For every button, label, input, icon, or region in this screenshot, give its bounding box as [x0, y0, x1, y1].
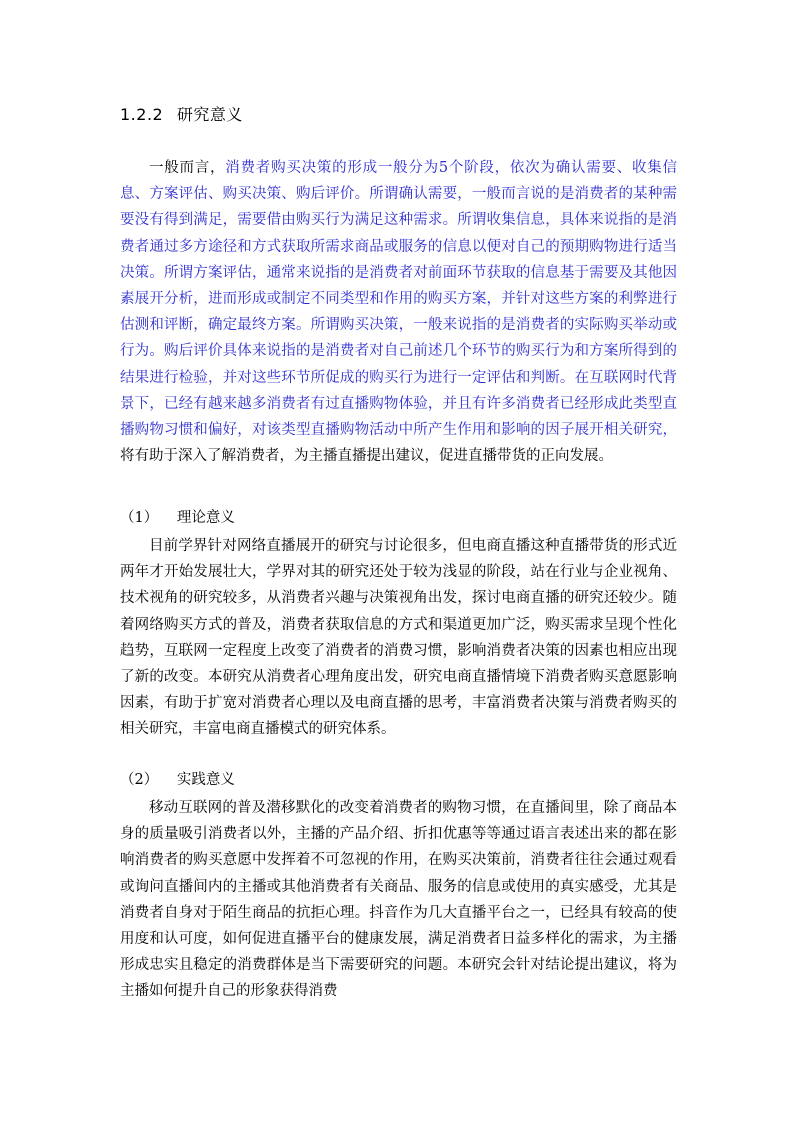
intro-lead: 一般而言，	[149, 160, 226, 176]
practice-subheading	[120, 769, 235, 791]
section-title: 研究意义	[176, 105, 243, 124]
intro-highlighted-text: 消费者购买决策的形成一般分为5个阶段，依次为确认需要、收集信息、方案评估、购买决策、购后评价。所谓确认需要，一般而言说的是消费者的某种需要没有得到满足，需要借由购买行为满足这种需求。所谓收集信息，具体来说指的是消费者通过多方途径和方式获取所需求商品或服务的信息以便对自己的预期购物进行适当决策。所谓方案评估，通常来说指的是消费者对前面环节获取的信息基于需要及其他因素展开分析，进而形成或制定不同类型和作用的购买方案，并针对这些方案的利弊进行估测和评断，确定最终方案。所谓购买决策，一般来说指的是消费者的实际购买举动或行为。购后评价具体来说指的是消费者对自己前述几个环节的购买行为和方案所得到的结果进行检验，并对这些环节所促成的购买行为进行一定评估和判断。在互联网时代背景下，已经有越来越多消费者有过直播购物体验，并且有许多消费者已经形成此类型直播购物习惯和偏好，对该类型直播购物活动中所产生作用和影响的因子展开相关研究，	[120, 160, 677, 439]
practice-paragraph: 移动互联网的普及潜移默化的改变着消费者的购物习惯，在直播间里，除了商品本身的质量吸引消费者以外，主播的产品介绍、折扣优惠等等通过语言表述出来的都在影响消费者的购买意愿中发挥着不可忽视的作用，在购买决策前，消费者往往会通过观看或询问直播间内的主播或其他消费者有关商品、服务的信息或使用的真实感受，尤其是消费者自身对于陌生商品的抗拒心理。抖音作为几大直播平台之一，已经具有较高的使用度和认可度，如何促进直播平台的健康发展，满足消费者日益多样化的需求，为主播形成忠实且稳定的消费群体是当下需要研究的问题。本研究会针对结论提出建议，将为主播如何提升自己的形象获得消费	[120, 800, 677, 1000]
theory-paragraph: 目前学界针对网络直播展开的研究与讨论很多，但电商直播这种直播带货的形式近两年才开始发展壮大，学界对其的研究还处于较为浅显的阶段，站在行业与企业视角、技术视角的研究较多，从消费者兴趣与决策视角出发，探讨电商直播的研究还较少。随着网络购买方式的普及，消费者获取信息的方式和渠道更加广泛，购买需求呈现个性化趋势，互联网一定程度上改变了消费者的消费习惯，影响消费者决策的因素也相应出现了新的改变。本研究从消费者心理角度出发，研究电商直播情境下消费者购买意愿影响因素，有助于扩宽对消费者心理以及电商直播的思考，丰富消费者决策与消费者购买的相关研究，丰富电商直播模式的研究体系。	[120, 538, 677, 738]
practice-title: 实践意义	[176, 772, 235, 788]
section-number: 1.2.2	[120, 105, 164, 124]
theory-title: 理论意义	[176, 510, 235, 526]
theory-subheading	[120, 507, 235, 529]
intro-paragraph	[120, 155, 677, 469]
section-heading	[120, 102, 243, 128]
practice-marker: （2）	[120, 772, 159, 788]
theory-marker: （1）	[120, 510, 159, 526]
intro-tail: 将有助于深入了解消费者，为主播直播提出建议，促进直播带货的正向发展。	[120, 448, 613, 465]
